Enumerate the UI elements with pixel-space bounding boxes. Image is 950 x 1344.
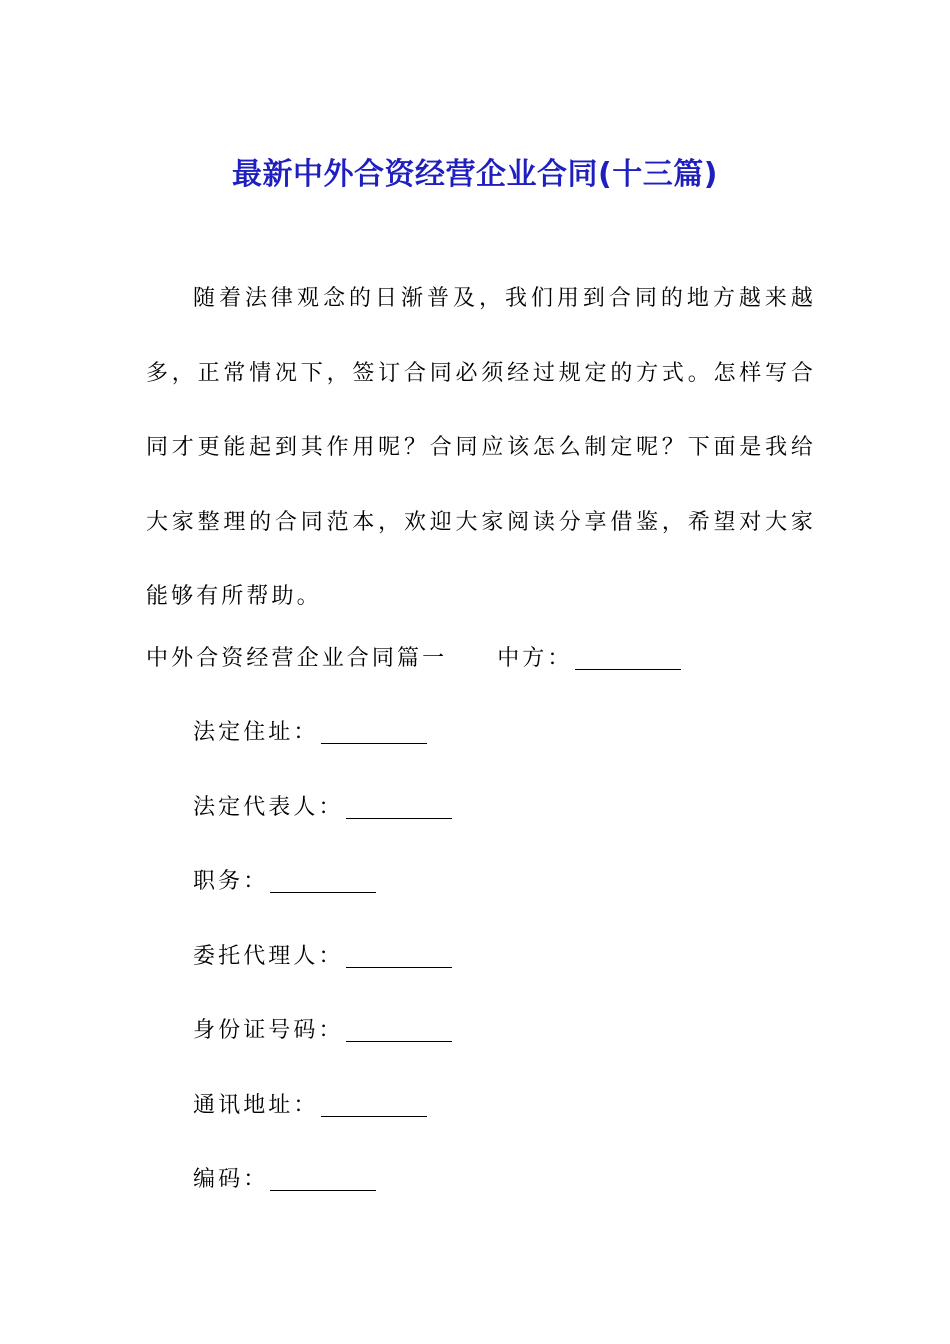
field-label: 法定住址： <box>193 720 319 745</box>
field-legal-representative <box>193 785 452 831</box>
field-blank <box>321 723 427 744</box>
field-blank <box>270 1170 376 1191</box>
field-blank <box>346 1021 452 1042</box>
field-label: 职务： <box>193 869 269 894</box>
field-label: 编码： <box>193 1167 269 1192</box>
field-blank <box>346 947 452 968</box>
document-title: 最新中外合资经营企业合同(十三篇) <box>232 157 718 193</box>
party-blank <box>575 649 681 670</box>
field-position <box>193 859 376 905</box>
party-label: 中方： <box>497 646 573 671</box>
field-label: 身份证号码： <box>193 1018 344 1043</box>
field-postal-code <box>193 1157 376 1203</box>
field-mailing-address <box>193 1083 427 1129</box>
field-label: 通讯地址： <box>193 1093 319 1118</box>
field-label: 委托代理人： <box>193 944 344 969</box>
field-label: 法定代表人： <box>193 795 344 820</box>
field-legal-address <box>193 710 427 756</box>
field-id-number <box>193 1008 452 1054</box>
field-authorized-agent <box>193 934 452 980</box>
section-heading: 中外合资经营企业合同篇一 <box>146 646 448 671</box>
intro-paragraph: 随着法律观念的日渐普及，我们用到合同的地方越来越多，正常情况下，签订合同必须经过规定的方式。怎样写合同才更能起到其作用呢？合同应该怎么制定呢？下面是我给大家整理的合同范本，欢迎大家阅读分享借鉴，希望对大家能够有所帮助。 <box>146 286 816 609</box>
section-heading-line <box>146 636 681 682</box>
field-blank <box>321 1096 427 1117</box>
field-blank <box>346 798 452 819</box>
field-blank <box>270 872 376 893</box>
